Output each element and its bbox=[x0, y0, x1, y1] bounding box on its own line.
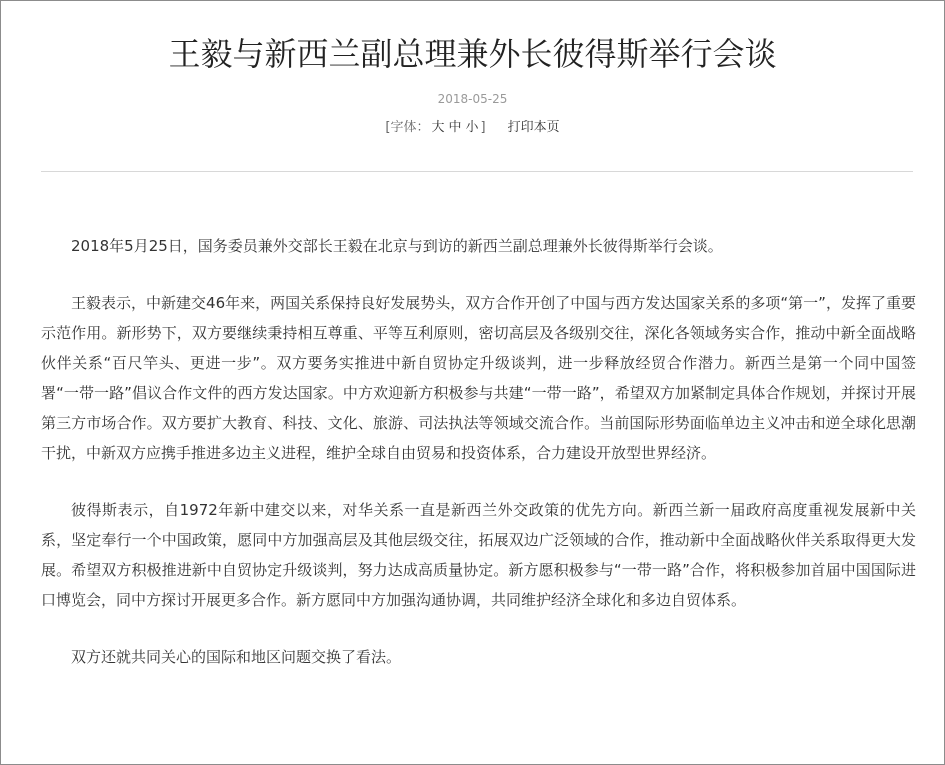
article-body bbox=[41, 231, 916, 699]
font-size-large-link[interactable]: 大 bbox=[431, 120, 445, 135]
font-size-close-label: ] bbox=[480, 120, 486, 135]
article-paragraph-3: 彼得斯表示，自1972年新中建交以来，对华关系一直是新西兰外交政策的优先方向。新西兰新一届政府高度重视发展新中关系，坚定奉行一个中国政策，愿同中方加强高层及其他层级交往，拓展双边广泛领域的合作，推动新中全面战略伙伴关系取得更大发展。希望双方积极推进新中自贸协定升级谈判，努力达成高质量协定。新方愿积极参与“一带一路”合作，将积极参加首届中国国际进口博览会，同中方探讨开展更多合作。新方愿同中方加强沟通协调，共同维护经济全球化和多边自贸体系。 bbox=[41, 501, 916, 609]
font-size-control bbox=[385, 120, 485, 135]
article-paragraph-4: 双方还就共同关心的国际和地区问题交换了看法。 bbox=[71, 648, 402, 666]
print-page-link[interactable]: 打印本页 bbox=[507, 120, 560, 135]
header-divider bbox=[41, 171, 913, 172]
article-paragraph-1: 2018年5月25日，国务委员兼外交部长王毅在北京与到访的新西兰副总理兼外长彼得斯举行会谈。 bbox=[71, 237, 723, 255]
font-size-small-link[interactable]: 小 bbox=[465, 120, 479, 135]
font-size-open-label: [字体： bbox=[385, 120, 430, 135]
font-size-medium-link[interactable]: 中 bbox=[448, 120, 462, 135]
article-tools bbox=[1, 118, 944, 138]
publish-date: 2018-05-25 bbox=[437, 92, 508, 106]
article-paragraph-2: 王毅表示，中新建交46年来，两国关系保持良好发展势头，双方合作开创了中国与西方发达国家关系的多项“第一”，发挥了重要示范作用。新形势下，双方要继续秉持相互尊重、平等互利原则，密切高层及各级别交往，深化各领域务实合作，推动中新全面战略伙伴关系“百尺竿头、更进一步”。双方要务实推进中新自贸协定升级谈判，进一步释放经贸合作潜力。新西兰是第一个同中国签署“一带一路”倡议合作文件的西方发达国家。中方欢迎新方积极参与共建“一带一路”，希望双方加紧制定具体合作规划，并探讨开展第三方市场合作。双方要扩大教育、科技、文化、旅游、司法执法等领域交流合作。当前国际形势面临单边主义冲击和逆全球化思潮干扰，中新双方应携手推进多边主义进程，维护全球自由贸易和投资体系，合力建设开放型世界经济。 bbox=[41, 294, 916, 462]
article-title: 王毅与新西兰副总理兼外长彼得斯举行会谈 bbox=[168, 35, 777, 73]
